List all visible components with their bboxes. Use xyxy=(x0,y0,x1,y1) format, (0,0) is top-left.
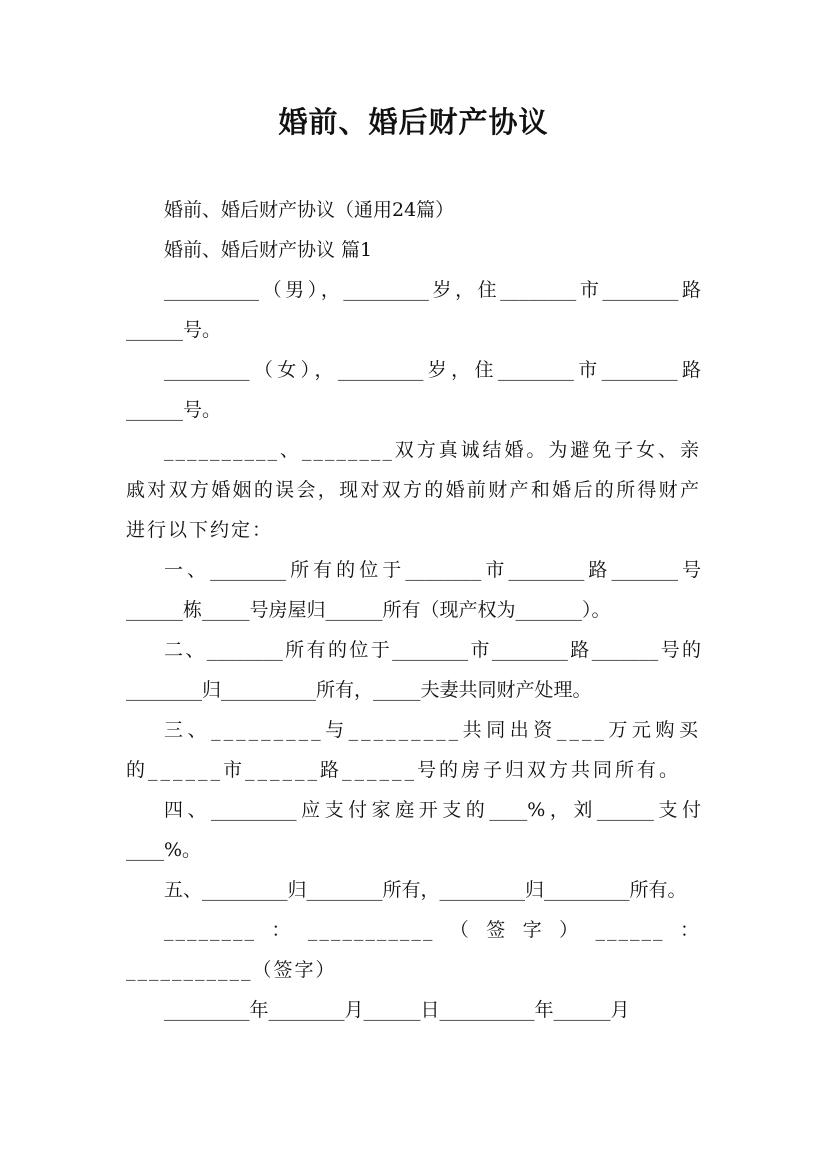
clause-4: 四、_________应支付家庭开支的____%，刘______支付____%。 xyxy=(126,799,701,861)
signature-line: ________：___________（签字）______：___________（签字） xyxy=(126,919,701,981)
section-heading: 婚前、婚后财产协议 篇1 xyxy=(164,239,373,261)
paragraph-intro: __________、________双方真诚结婚。为避免子女、亲戚对双方婚姻的误会，现对双方的婚前财产和婚后的所得财产进行以下约定： xyxy=(126,439,701,541)
clause-1: 一、________所有的位于________市________路_______号______栋_____号房屋归______所有（现产权为_______）。 xyxy=(126,559,701,621)
document-body xyxy=(126,190,701,1030)
date-line: _________年________月______日__________年______月 xyxy=(164,999,630,1021)
paragraph-female-party: _________（女），_________岁，住________市________路______号。 xyxy=(126,359,701,421)
paragraph-male-party: __________（男），_________岁，住________市________路______号。 xyxy=(126,279,701,341)
clause-2: 二、________所有的位于________市________路_______号的________归__________所有，_____夫妻共同财产处理。 xyxy=(126,639,701,701)
doc-subtitle: 婚前、婚后财产协议（通用24篇） xyxy=(164,199,455,221)
document-title: 婚前、婚后财产协议 xyxy=(278,105,549,139)
clause-3: 三、_________与_________共同出资____万元购买的______市______路______号的房子归双方共同所有。 xyxy=(126,719,701,781)
clause-5: 五、_________归________所有，_________归_________所有。 xyxy=(164,879,687,901)
